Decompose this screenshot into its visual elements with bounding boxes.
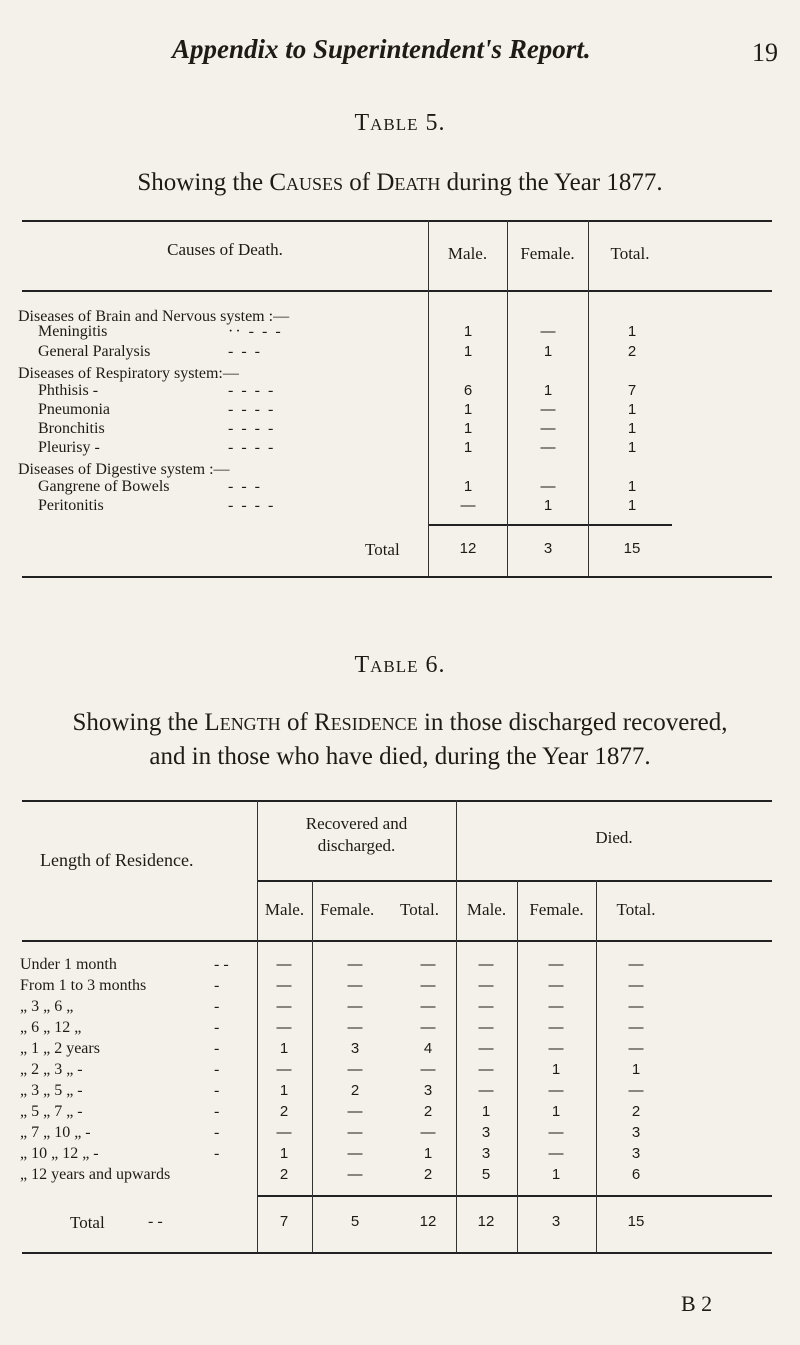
table6-cell: —	[276, 977, 292, 994]
table5-total-female: 3	[543, 540, 553, 557]
table5-cell-total: 2	[627, 343, 637, 360]
table5-subtitle-tail: during the Year 1877.	[446, 169, 663, 196]
table6-subtitle-tail: in those discharged recovered,	[423, 709, 728, 736]
table6-cell: 2	[350, 1082, 360, 1099]
table5-subtitle	[0, 166, 800, 200]
table6-cell: —	[347, 998, 363, 1015]
table6-cell: 3	[481, 1145, 491, 1162]
table6-cell: —	[420, 1061, 436, 1078]
table5-col-divider	[428, 220, 429, 576]
table6-header-recovered-1: Recovered and	[305, 814, 408, 833]
table6-cell: —	[420, 1019, 436, 1036]
table6-subtitle-length: Length	[204, 709, 281, 736]
table6-subheader-rule	[257, 880, 772, 882]
table5-row-label: Pneumonia	[38, 401, 110, 418]
table5-cell-female: 1	[543, 497, 553, 514]
table6-cell: —	[478, 956, 494, 973]
table6-cell: —	[628, 1019, 644, 1036]
signature-mark: B 2	[681, 1291, 713, 1316]
table6-subtitle-residence: Residence	[314, 709, 418, 736]
table6-cell: —	[276, 1124, 292, 1141]
table5-row-label: Gangrene of Bowels	[38, 478, 170, 495]
table6-row-label: „ 5 „ 7 „ -	[20, 1103, 83, 1120]
table6-total-cell: 12	[419, 1213, 437, 1230]
table6-header-died: Died.	[595, 828, 633, 847]
table6-cell: —	[548, 1124, 564, 1141]
table6-cell: —	[347, 1166, 363, 1183]
table5-cell-male: 6	[463, 382, 473, 399]
table6-cell: 1	[551, 1166, 561, 1183]
table6-cell: 1	[279, 1145, 289, 1162]
table5-cell-total: 7	[627, 382, 637, 399]
table6-row-leader: -	[214, 1082, 220, 1099]
table6-row-label: „ 10 „ 12 „ -	[20, 1145, 99, 1162]
table6-cell: —	[276, 1019, 292, 1036]
table6-cell: 3	[423, 1082, 433, 1099]
table5-total-male: 12	[459, 540, 477, 557]
table6-cell: —	[478, 1061, 494, 1078]
table5-total-rule	[428, 524, 672, 526]
table6-row-leader: -	[214, 1061, 220, 1078]
table6-bottom-rule	[22, 1252, 772, 1254]
table5-cell-total: 1	[627, 497, 637, 514]
table6-col-divider	[312, 880, 313, 1252]
table6-header-died-male: Male.	[466, 900, 507, 919]
table6-cell: —	[628, 977, 644, 994]
table6-cell: 1	[481, 1103, 491, 1120]
table5-cell-total: 1	[627, 439, 637, 456]
table6-header-died-female: Female.	[529, 900, 584, 919]
table5-row-label: General Paralysis	[38, 343, 151, 360]
table5-top-rule	[22, 220, 772, 222]
table5-row-label: Meningitis	[38, 323, 108, 340]
table6-cell: —	[420, 956, 436, 973]
table6-cell: —	[276, 998, 292, 1015]
table5-cell-male: —	[460, 497, 476, 514]
table6-cell: —	[478, 1019, 494, 1036]
table6-cell: —	[478, 998, 494, 1015]
table6-header-rule	[22, 940, 772, 942]
table6-row-leader: -	[214, 977, 220, 994]
table6-row-label: „ 2 „ 3 „ -	[20, 1061, 83, 1078]
table6-cell: —	[347, 1019, 363, 1036]
table5-row-label: Bronchitis	[38, 420, 105, 437]
table5-subtitle-death: Death	[376, 169, 441, 196]
table5-total-label: Total	[365, 540, 400, 559]
table6-cell: —	[420, 998, 436, 1015]
table5-header-male: Male.	[447, 244, 488, 263]
table5-subtitle-lead: Showing the	[137, 169, 264, 196]
table6-cell: —	[628, 998, 644, 1015]
table6-caption: Table 6.	[354, 652, 446, 678]
table5-row-label: Peritonitis	[38, 497, 104, 514]
table6-cell: 1	[551, 1103, 561, 1120]
table6-cell: —	[478, 1082, 494, 1099]
table6-col-divider	[257, 800, 258, 1252]
table5-col-divider	[507, 220, 508, 576]
table5-cell-female: —	[540, 401, 556, 418]
table5-cell-total: 1	[627, 401, 637, 418]
table6-cell: 1	[279, 1082, 289, 1099]
table6-row-leader: -	[214, 1124, 220, 1141]
table6-cell: —	[347, 956, 363, 973]
table6-header-rec-total: Total.	[400, 900, 439, 919]
table5-row-leaders: - - - -	[228, 420, 276, 437]
table5-cell-female: —	[540, 420, 556, 437]
table6-row-label: „ 1 „ 2 years	[20, 1040, 100, 1057]
table6-col-divider	[517, 880, 518, 1252]
table5-cell-female: —	[540, 323, 556, 340]
table5-group-respiratory: Diseases of Respiratory system:—	[18, 365, 239, 382]
table6-cell: —	[478, 1040, 494, 1057]
table6-subtitle	[0, 706, 800, 740]
table6-subtitle-of: of	[286, 709, 308, 736]
table5-bottom-rule	[22, 576, 772, 578]
table6-cell: —	[628, 1040, 644, 1057]
table6-total-label: Total	[70, 1213, 105, 1232]
table5-header-rule	[22, 290, 772, 292]
table6-total-rule	[257, 1195, 772, 1197]
table6-row-leader: -	[214, 1145, 220, 1162]
table5-cell-male: 1	[463, 343, 473, 360]
table5-col-divider	[588, 220, 589, 576]
table6-row-leader: -	[214, 1103, 220, 1120]
table6-cell: —	[628, 956, 644, 973]
table6-header-rec-female: Female.	[320, 900, 375, 919]
table6-total-cell: 7	[279, 1213, 289, 1230]
table5-row-leaders: - - - -	[228, 497, 276, 514]
page-number: 19	[752, 38, 778, 67]
table5-subtitle-of: of	[349, 169, 371, 196]
table6-row-label: From 1 to 3 months	[20, 977, 147, 994]
table6-cell: —	[628, 1082, 644, 1099]
table6-total-cell: 15	[627, 1213, 645, 1230]
table6-row-label: „ 3 „ 5 „ -	[20, 1082, 83, 1099]
table6-cell: —	[548, 1040, 564, 1057]
table5-row-leaders: - - - -	[228, 382, 276, 399]
table6-cell: 3	[631, 1124, 641, 1141]
table5-header-female: Female.	[520, 244, 575, 263]
table6-cell: —	[347, 1124, 363, 1141]
table5-cell-total: 1	[627, 420, 637, 437]
table6-cell: —	[347, 1103, 363, 1120]
table6-col-divider	[596, 880, 597, 1252]
table6-cell: 2	[279, 1103, 289, 1120]
table6-top-rule	[22, 800, 772, 802]
table5-cell-female: 1	[543, 343, 553, 360]
table6-cell: 2	[423, 1103, 433, 1120]
table6-cell: —	[347, 1145, 363, 1162]
table6-cell: —	[276, 1061, 292, 1078]
table6-cell: 3	[631, 1145, 641, 1162]
table6-cell: 6	[631, 1166, 641, 1183]
table6-header-died-total: Total.	[616, 900, 656, 919]
table6-header-rec-male: Male.	[264, 900, 305, 919]
table5-row-leaders: - - -	[228, 478, 262, 495]
table6-cell: 2	[423, 1166, 433, 1183]
table6-header-length: Length of Residence.	[40, 850, 194, 870]
table6-cell: 3	[481, 1124, 491, 1141]
table6-cell: 1	[631, 1061, 641, 1078]
table6-total-leader: - -	[148, 1213, 163, 1230]
table6-row-leader: -	[214, 1019, 220, 1036]
table5-cell-male: 1	[463, 401, 473, 418]
table6-row-label: Under 1 month	[20, 956, 117, 973]
running-header: Appendix to Superintendent's Report.	[172, 34, 591, 64]
table6-row-label: „ 12 years and upwards	[20, 1166, 171, 1183]
table6-cell: 3	[350, 1040, 360, 1057]
table6-total-cell: 12	[477, 1213, 495, 1230]
table5-subtitle-causes: Causes	[269, 169, 344, 196]
table5-cell-male: 1	[463, 420, 473, 437]
table6-cell: 1	[551, 1061, 561, 1078]
table6-cell: —	[548, 1145, 564, 1162]
table6-cell: 5	[481, 1166, 491, 1183]
table6-cell: —	[548, 1082, 564, 1099]
table6-total-cell: 3	[551, 1213, 561, 1230]
table5-header-total: Total.	[610, 244, 650, 263]
table6-cell: —	[548, 956, 564, 973]
table6-subtitle-line2: and in those who have died, during the Year 1877.	[149, 743, 651, 770]
table6-cell: —	[548, 1019, 564, 1036]
table6-cell: —	[276, 956, 292, 973]
table5-total-total: 15	[623, 540, 641, 557]
table5-cell-male: 1	[463, 439, 473, 456]
table5-row-label: Pleurisy -	[38, 439, 100, 456]
table5-row-label: Phthisis -	[38, 382, 99, 399]
table5-row-leaders: ·· - - -	[228, 323, 283, 340]
table6-cell: 1	[279, 1040, 289, 1057]
table6-cell: —	[478, 977, 494, 994]
table5-caption: Table 5.	[354, 110, 446, 136]
table6-cell: —	[420, 1124, 436, 1141]
table5-cell-female: —	[540, 478, 556, 495]
table6-row-leader: -	[214, 1040, 220, 1057]
table6-header-recovered-2: discharged.	[317, 836, 396, 855]
table6-row-label: „ 3 „ 6 „	[20, 998, 74, 1015]
table5-cell-male: 1	[463, 323, 473, 340]
table6-subtitle-lead: Showing the	[72, 709, 199, 736]
table6-cell: —	[347, 1061, 363, 1078]
table5-cell-total: 1	[627, 323, 637, 340]
table5-row-leaders: - - - -	[228, 439, 276, 456]
table6-cell: 2	[279, 1166, 289, 1183]
table5-cell-total: 1	[627, 478, 637, 495]
table5-cell-male: 1	[463, 478, 473, 495]
table6-cell: 4	[423, 1040, 433, 1057]
table5-group-digestive: Diseases of Digestive system :—	[18, 461, 230, 478]
table6-total-cell: 5	[350, 1213, 360, 1230]
table6-cell: —	[548, 998, 564, 1015]
table5-header-cause: Causes of Death.	[167, 240, 283, 259]
table6-row-leader: -	[214, 998, 220, 1015]
table5-row-leaders: - - - -	[228, 401, 276, 418]
table6-row-leader: - -	[214, 956, 229, 973]
table5-group-brain: Diseases of Brain and Nervous system :—	[18, 308, 290, 325]
table5-cell-female: 1	[543, 382, 553, 399]
table5-cell-female: —	[540, 439, 556, 456]
table6-cell: 1	[423, 1145, 433, 1162]
table6-row-label: „ 7 „ 10 „ -	[20, 1124, 91, 1141]
table6-row-label: „ 6 „ 12 „	[20, 1019, 82, 1036]
table6-cell: 2	[631, 1103, 641, 1120]
table5-row-leaders: - - -	[228, 343, 262, 360]
table6-cell: —	[420, 977, 436, 994]
table6-cell: —	[548, 977, 564, 994]
table6-col-divider	[456, 800, 457, 1252]
table6-cell: —	[347, 977, 363, 994]
